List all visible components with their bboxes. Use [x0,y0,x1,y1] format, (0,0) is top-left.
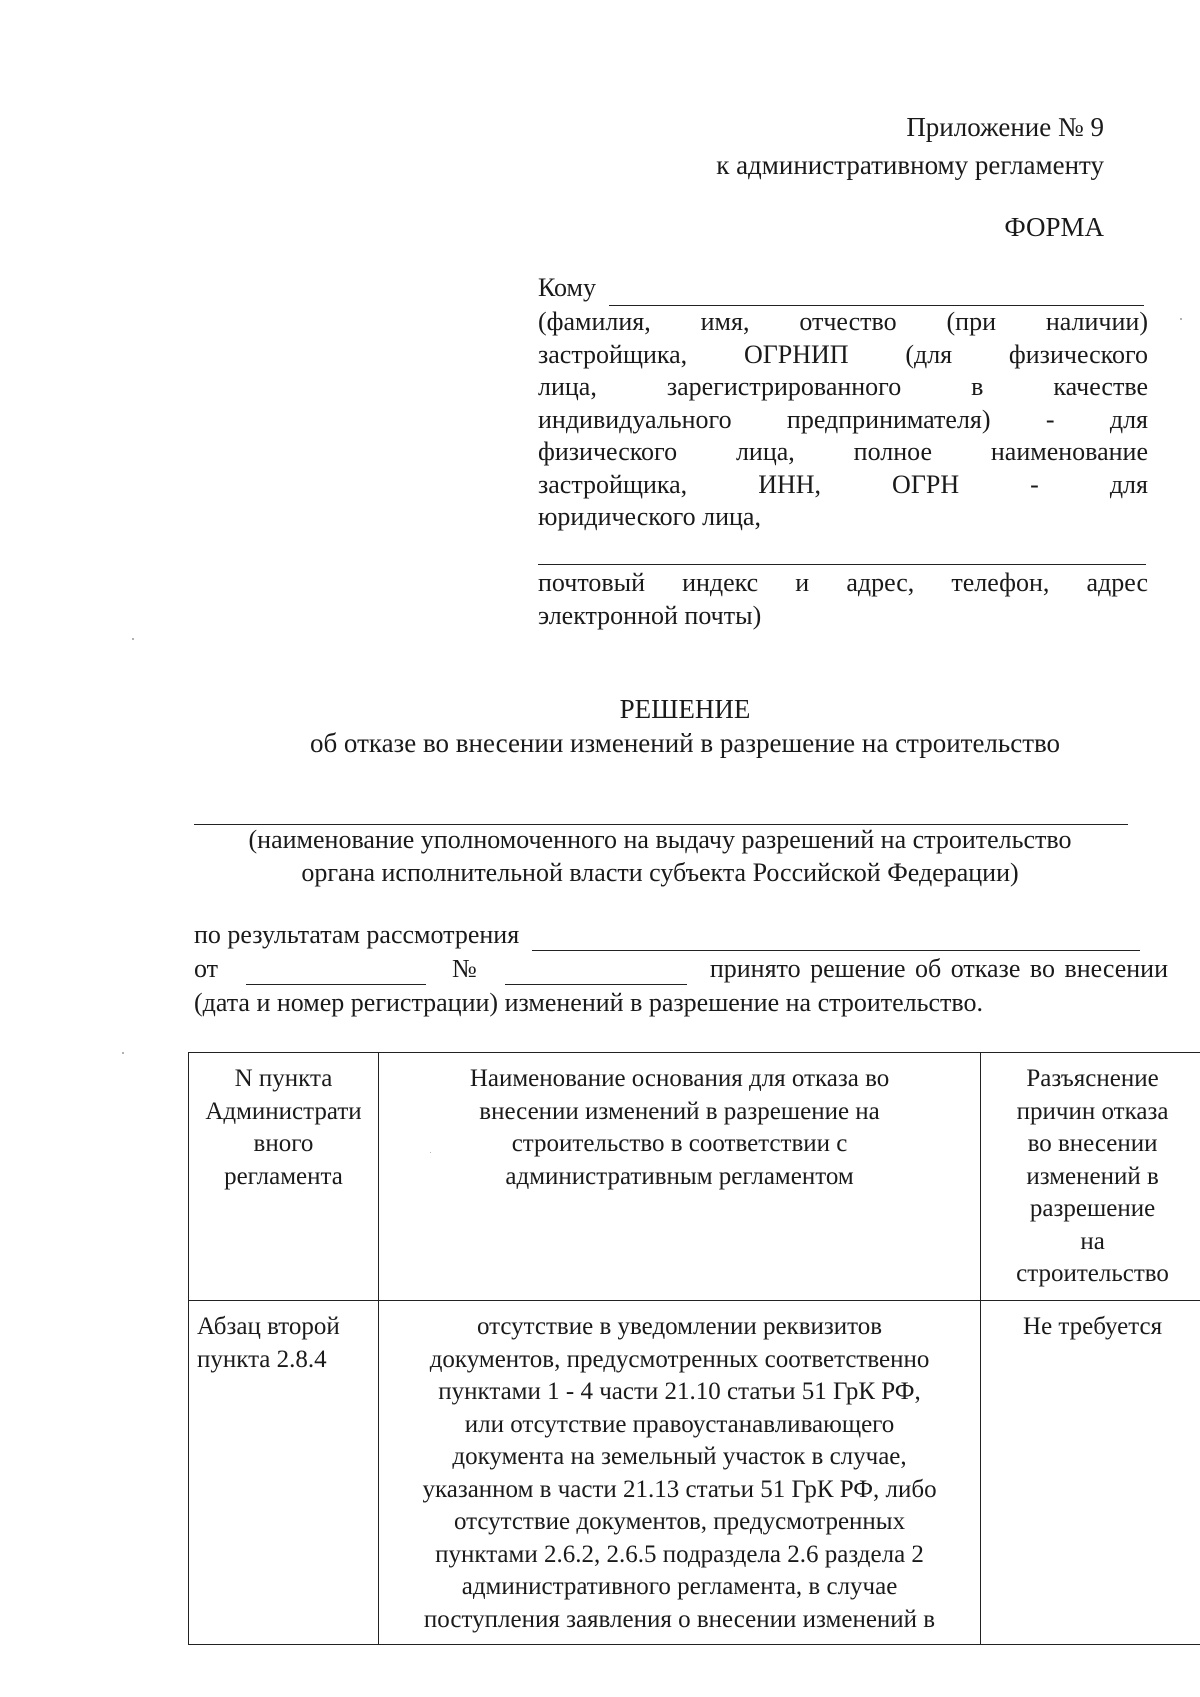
authority-caption-line2: органа исполнительной власти субъекта Российской Федерации) [301,858,1019,887]
addressee-description-line: индивидуального предпринимателя) - для [538,404,1148,434]
addressee-contact-line: электронной почты) [538,600,762,630]
addressee-to-label: Кому [538,273,597,302]
review-label: по результатам рассмотрения [194,920,520,949]
addressee-description-line: застройщика, ОГРНИП (для физического [538,339,1148,369]
header-refusal-explanation: Разъяснение причин отказа во внесении изменений в разрешение на строительство [981,1053,1200,1301]
addressee-contact [538,567,1148,632]
addressee-contact-field[interactable] [538,536,1146,565]
addressee-description-line: застройщика, ИНН, ОГРН - для [538,469,1148,499]
appendix-number: Приложение № 9 [906,112,1104,142]
from-label: от [194,954,219,983]
addressee-contact-line: почтовый индекс и адрес, телефон, адрес [538,568,1148,597]
scan-speck [1180,318,1182,320]
registration-date-field[interactable] [246,954,426,985]
appendix-reference: к административному регламенту [716,150,1104,180]
decision-subtitle: об отказе во внесении изменений в разрешение на строительство [309,728,1061,758]
decision-text: принято решение об отказе во внесении [709,954,1168,983]
scan-speck [430,1152,431,1153]
row-explanation-cell: Не требуется [981,1301,1200,1645]
addressee-description-line: (фамилия, имя, отчество (при наличии) [538,307,1148,336]
addressee-to-row [538,272,1148,306]
authority-name-field[interactable] [194,794,1128,825]
addressee-description [538,306,1148,534]
registration-number-field[interactable] [505,954,687,985]
table-header-row [189,1053,1200,1301]
scan-speck [132,638,134,640]
review-row [194,920,1140,951]
addressee-name-field[interactable] [609,272,1144,306]
form-label: ФОРМА [1004,212,1104,242]
row-clause-cell: Абзац второй пункта 2.8.4 [189,1301,379,1645]
row-reason-cell: отсутствие в уведомлении реквизитов документов, предусмотренных соответственно пунктами 1 - 4 части 21.10 статьи 51 ГрК РФ, или отсутствие правоустанавливающего документа на земельный участок в случае, указанном в части 21.13 статьи 51 ГрК РФ, либо отсутствие документов, предусмотренных пунктами 2.6.2, 2.6.5 подраздела 2.6 раздела 2 административного регламента, в случае поступления заявления о внесении изменений в [378,1301,980,1645]
addressee-description-line: физического лица, полное наименование [538,437,1148,466]
table-row [189,1301,1200,1645]
registration-row [194,954,1168,985]
decision-title: РЕШЕНИЕ [619,694,751,724]
registration-caption: (дата и номер регистрации) изменений в разрешение на строительство. [194,988,983,1017]
authority-caption-line1: (наименование уполномоченного на выдачу разрешений на строительство [248,825,1072,854]
number-label: № [452,954,477,983]
refusal-reasons-table [188,1052,1200,1645]
review-document-field[interactable] [532,920,1140,951]
header-clause-number: N пункта Администрати вного регламента [189,1053,379,1301]
addressee-description-line: юридического лица, [538,502,761,531]
addressee-description-line: лица, зарегистрированного в качестве [538,372,1148,401]
scan-speck [122,1052,124,1054]
header-refusal-ground: Наименование основания для отказа во внесении изменений в разрешение на строительство в соответствии с административным регламентом [378,1053,980,1301]
